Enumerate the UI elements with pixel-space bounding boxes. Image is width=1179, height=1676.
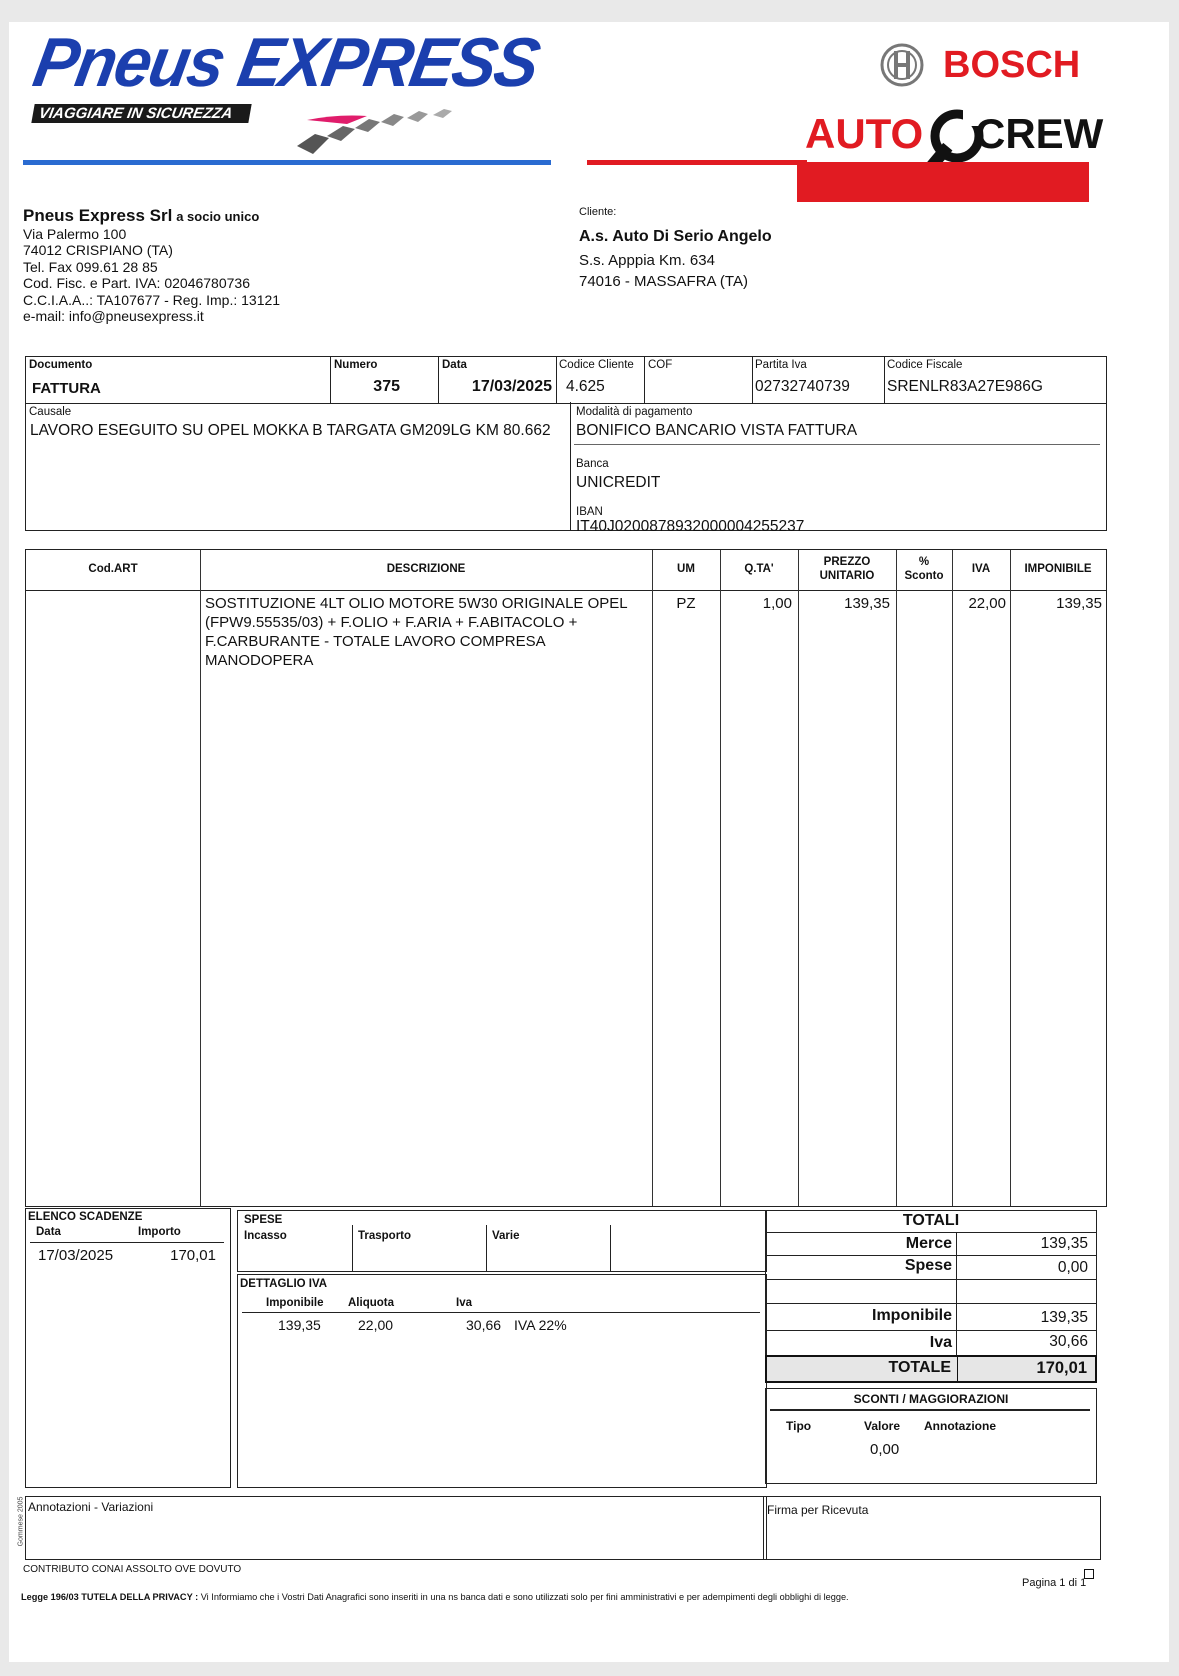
totali-divider [766, 1330, 1096, 1331]
client-block [579, 206, 999, 290]
logo-word-express: EXPRESS [232, 23, 545, 101]
col-header-prezzo [798, 555, 896, 583]
seller-phone: Tel. Fax 099.61 28 85 [23, 258, 158, 275]
table-row [26, 592, 1106, 669]
col-header-codart: Cod.ART [88, 563, 138, 575]
totali-merce-label: Merce [905, 1235, 952, 1252]
spese-title: SPESE [244, 1214, 283, 1226]
client-street: S.s. Apppia Km. 634 [579, 252, 715, 269]
totali-divider [766, 1255, 1096, 1256]
totale-label: TOTALE [888, 1359, 951, 1376]
logo-tagline-text: VIAGGIARE IN SICUREZZA [37, 105, 234, 122]
sconti-valore-label: Valore [864, 1419, 901, 1433]
partita-iva-value: 02732740739 [755, 378, 850, 395]
pneus-express-logo [27, 23, 545, 154]
annotazioni-label: Annotazioni - Variazioni [28, 1500, 154, 1514]
dettaglio-iva-label: Iva [456, 1297, 472, 1309]
col-header-sconto [896, 555, 952, 583]
autocrew-word-auto: AUTO [805, 110, 924, 157]
tire-tracks-icon [257, 102, 497, 162]
client-city: 74016 - MASSAFRA (TA) [579, 273, 748, 290]
document-info-row [25, 356, 1107, 404]
spese-varie-label: Varie [492, 1230, 520, 1242]
header-red-bar [587, 160, 807, 165]
privacy-text: Vi Informiamo che i Vostri Dati Anagrafici sono inseriti in una ns banca dati e sono utilizzati solo per fini amministrativi e per adempimenti degli obblighi di legge. [200, 1592, 849, 1602]
codice-cliente-label: Codice Cliente [559, 359, 634, 371]
cell-descrizione [205, 594, 651, 670]
seller-name: Pneus Express Srl [23, 206, 173, 225]
seller-email: e-mail: info@pneusexpress.it [23, 308, 204, 324]
sconti-tipo-label: Tipo [786, 1419, 812, 1433]
data-cell [438, 357, 557, 403]
dettaglio-iva-desc: IVA 22% [514, 1317, 567, 1333]
logo-tagline [31, 104, 252, 123]
data-label: Data [442, 359, 467, 371]
col-header-qta: Q.TA' [744, 563, 774, 575]
scadenze-data: 17/03/2025 [38, 1247, 114, 1264]
cell-prezzo: 139,35 [844, 595, 890, 612]
client-label: Cliente: [579, 206, 617, 218]
codice-fiscale-label: Codice Fiscale [887, 359, 963, 371]
firma-label: Firma per Ricevuta [767, 1503, 869, 1517]
col-header-um: UM [677, 563, 695, 575]
sconti-annotazione-label: Annotazione [924, 1419, 996, 1433]
causale-label: Causale [29, 406, 72, 418]
firma-box [763, 1496, 1101, 1560]
page-counter: Pagina 1 di 1 [1022, 1577, 1087, 1589]
scadenze-title: ELENCO SCADENZE [28, 1211, 143, 1223]
iban-label: IBAN [576, 506, 603, 518]
col-header-prezzo-line1: PREZZO [823, 556, 871, 568]
seller-block [23, 208, 503, 325]
dettaglio-divider [242, 1312, 760, 1313]
dettaglio-aliquota: 22,00 [358, 1317, 394, 1333]
totali-title: TOTALI [902, 1212, 960, 1229]
scadenze-divider [30, 1242, 224, 1243]
totali-iva-label: Iva [929, 1334, 952, 1351]
logo-word-pneus: Pneus [28, 23, 230, 101]
codice-cliente-cell [556, 357, 645, 403]
side-text: Gommese 2005 [17, 1496, 25, 1547]
col-header-sconto-line1: % [918, 556, 930, 568]
header-blue-bar [23, 160, 551, 165]
col-header-sconto-line2: Sconto [904, 570, 944, 582]
pagamento-label: Modalità di pagamento [576, 406, 693, 418]
client-name: A.s. Auto Di Serio Angelo [579, 228, 772, 245]
banca-label: Banca [576, 458, 609, 470]
pagamento-value: BONIFICO BANCARIO VISTA FATTURA [576, 422, 858, 439]
dettaglio-imponibile-label: Imponibile [266, 1297, 324, 1309]
bosch-armature-icon [879, 42, 925, 88]
privacy-label: Legge 196/03 TUTELA DELLA PRIVACY : [21, 1592, 199, 1602]
seller-street: Via Palermo 100 [23, 225, 127, 242]
cell-um: PZ [676, 595, 696, 612]
documento-cell [26, 357, 331, 403]
spese-sep [610, 1225, 611, 1271]
payment-divider [574, 444, 1100, 445]
sconti-divider [770, 1409, 1090, 1411]
codice-cliente-value: 4.625 [566, 378, 605, 395]
causale-cell [26, 402, 571, 530]
spese-sep [486, 1225, 487, 1271]
col-header-prezzo-line2: UNITARIO [819, 570, 875, 582]
partita-iva-cell [752, 357, 885, 403]
totali-iva-value: 30,66 [1049, 1333, 1088, 1350]
codice-fiscale-cell [884, 357, 1106, 403]
codice-fiscale-value: SRENLR83A27E986G [887, 378, 1043, 395]
totale-row [765, 1355, 1097, 1383]
col-header-imponibile: IMPONIBILE [1024, 563, 1092, 575]
cof-label: COF [648, 359, 673, 371]
cell-imponibile: 139,35 [1056, 595, 1102, 612]
invoice-sheet [9, 22, 1169, 1662]
col-header-iva: IVA [971, 563, 991, 575]
causale-value: LAVORO ESEGUITO SU OPEL MOKKA B TARGATA GM209LG KM 80.662 [30, 422, 551, 439]
numero-value: 375 [373, 378, 400, 395]
totali-spese-value: 0,00 [1057, 1259, 1088, 1276]
cell-iva: 22,00 [968, 595, 1006, 612]
documento-value: FATTURA [32, 380, 101, 397]
spese-trasporto-label: Trasporto [358, 1230, 412, 1242]
dettaglio-iva-value: 30,66 [466, 1317, 502, 1333]
dettaglio-iva-title: DETTAGLIO IVA [240, 1278, 328, 1290]
spese-sep [352, 1225, 353, 1271]
conai-note: CONTRIBUTO CONAI ASSOLTO OVE DOVUTO [23, 1564, 242, 1575]
spese-box [237, 1210, 767, 1272]
dettaglio-iva-box [237, 1274, 767, 1488]
numero-label: Numero [334, 359, 378, 371]
totali-spese-label: Spese [904, 1257, 952, 1274]
totale-value: 170,01 [1036, 1359, 1087, 1377]
seller-name-line [23, 208, 503, 226]
scadenze-importo-label: Importo [138, 1226, 181, 1238]
iban-value: IT40J0200878932000004255237 [576, 518, 805, 535]
privacy-note [21, 1592, 1151, 1602]
sconti-box [765, 1388, 1097, 1484]
partita-iva-label: Partita Iva [755, 359, 807, 371]
dettaglio-imponibile: 139,35 [278, 1317, 321, 1333]
scadenze-importo: 170,01 [170, 1247, 216, 1264]
seller-name-suffix: a socio unico [176, 209, 260, 224]
seller-city: 74012 CRISPIANO (TA) [23, 242, 173, 258]
descr-line: (FPW9.55535/03) + F.OLIO + F.ARIA + F.ABITACOLO + [205, 614, 578, 631]
sconti-title: SCONTI / MAGGIORAZIONI [853, 1392, 1009, 1406]
spese-incasso-label: Incasso [244, 1230, 287, 1242]
sconti-valore: 0,00 [870, 1441, 900, 1458]
causale-payment-box [25, 402, 1107, 535]
col-header-descrizione: DESCRIZIONE [386, 563, 466, 575]
data-value: 17/03/2025 [471, 378, 552, 395]
descr-line: SOSTITUZIONE 4LT OLIO MOTORE 5W30 ORIGINALE OPEL [205, 595, 628, 612]
autocrew-word-crew: CREW [975, 110, 1104, 157]
totali-merce-value: 139,35 [1040, 1235, 1088, 1252]
totali-divider [766, 1279, 1096, 1280]
bosch-logo [879, 42, 1099, 90]
autocrew-red-block [797, 162, 1089, 202]
autocrew-logo [797, 106, 1104, 222]
annotazioni-box [25, 1496, 767, 1560]
cell-qta: 1,00 [762, 595, 792, 612]
items-table [25, 549, 1107, 1207]
descr-line: F.CARBURANTE - TOTALE LAVORO COMPRESA MANODOPERA [205, 633, 545, 669]
dettaglio-aliquota-label: Aliquota [348, 1297, 394, 1309]
totali-divider [766, 1232, 1096, 1233]
scadenze-data-label: Data [36, 1226, 61, 1238]
totali-imponibile-label: Imponibile [872, 1307, 952, 1324]
totali-imponibile-value: 139,35 [1040, 1309, 1088, 1326]
bosch-wordmark: BOSCH [943, 44, 1081, 86]
seller-ccia: C.C.I.A.A..: TA107677 - Reg. Imp.: 13121 [23, 291, 281, 308]
seller-tax-id: Cod. Fisc. e Part. IVA: 02046780736 [23, 275, 250, 291]
cof-cell [644, 357, 753, 403]
scadenze-box [25, 1208, 231, 1488]
banca-value: UNICREDIT [576, 474, 661, 491]
totale-col-sep [957, 1357, 958, 1381]
payment-cell [570, 402, 1106, 535]
totali-divider [766, 1303, 1096, 1304]
page-corner-mark [1084, 1569, 1094, 1579]
numero-cell [330, 357, 439, 403]
documento-label: Documento [29, 359, 93, 371]
